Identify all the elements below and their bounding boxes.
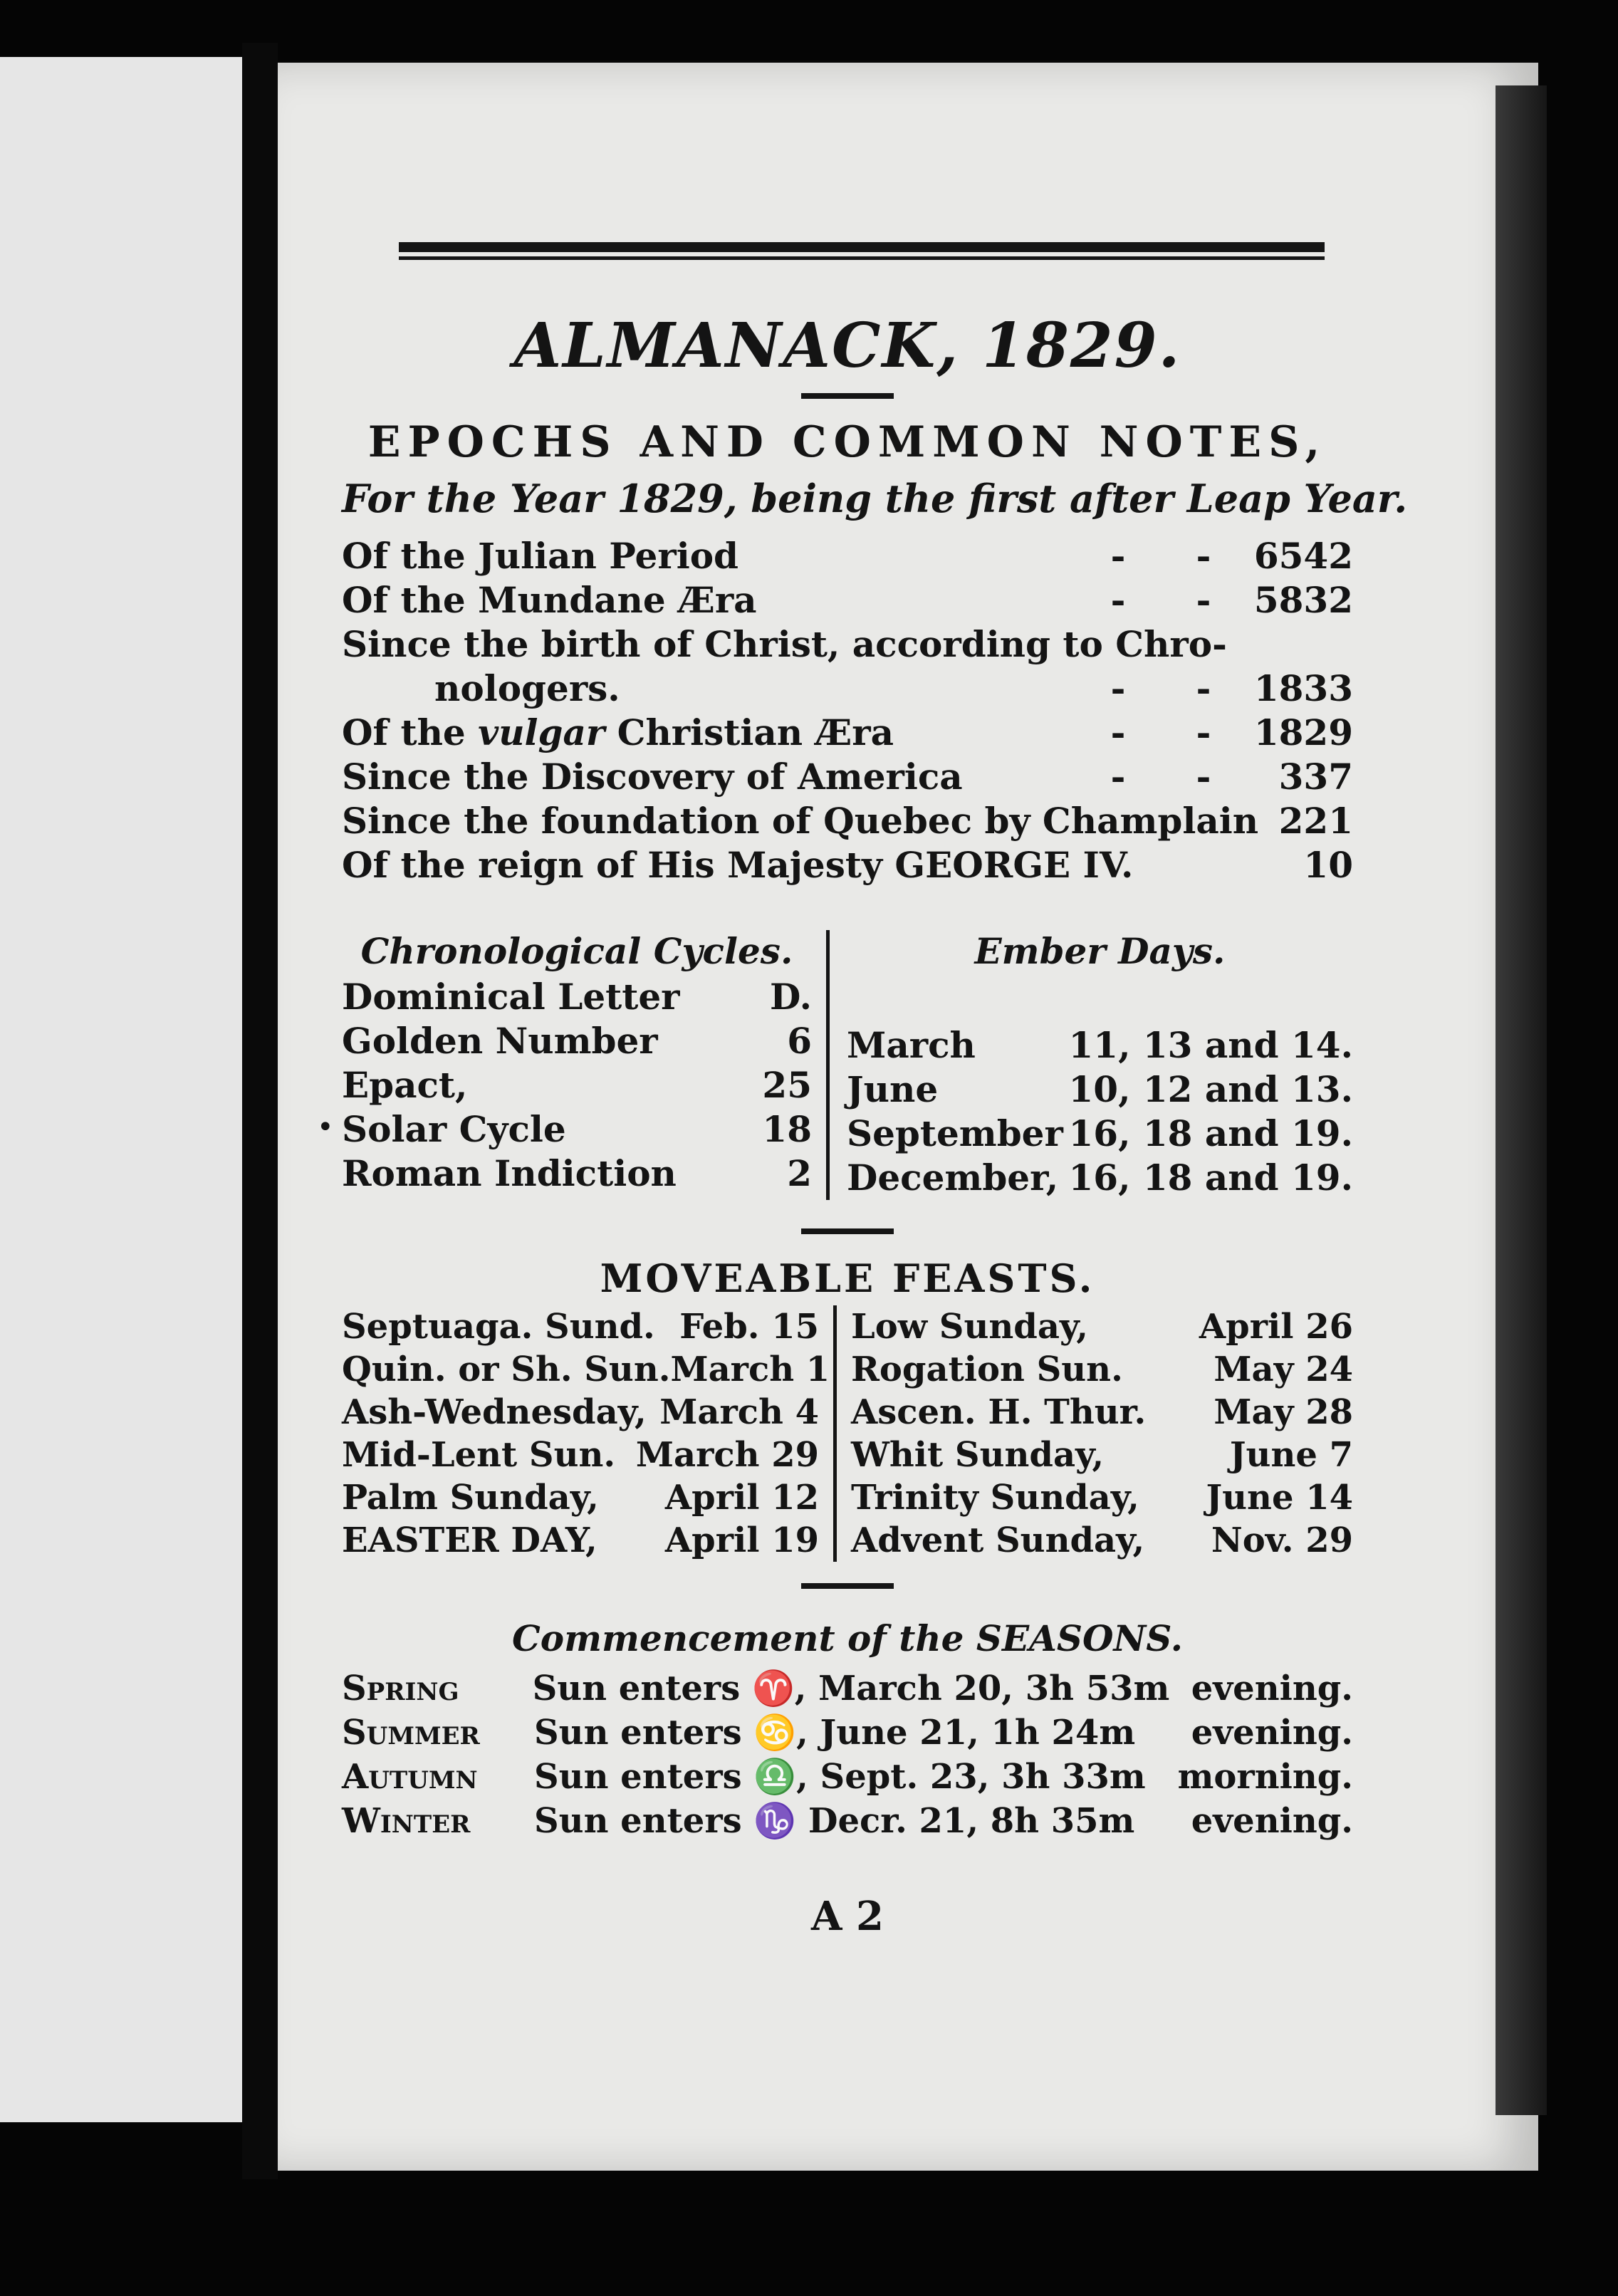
epoch-row: Of the reign of His Majesty GEORGE IV. 10	[342, 844, 1353, 886]
section-rule	[801, 1583, 894, 1589]
cycle-row: Dominical Letter D.	[342, 976, 812, 1018]
moveable-feasts-title: MOVEABLE FEASTS.	[600, 1256, 1095, 1301]
epoch-row: Of the vulgar Christian Æra - - 1829	[342, 711, 1353, 753]
cycles-and-ember-section	[342, 930, 1353, 1200]
cycle-row: Roman Indiction 2	[342, 1152, 812, 1194]
top-rule-thick	[399, 242, 1325, 252]
feast-row: Palm Sunday, April 12	[342, 1478, 819, 1518]
cycles-title: Chronological Cycles.	[360, 930, 793, 972]
signature-mark: A 2	[811, 1893, 884, 1940]
epoch-row: Since the foundation of Quebec by Champlain 221	[342, 800, 1353, 842]
epochs-list	[342, 534, 1353, 887]
feast-row: Trinity Sunday, June 14	[851, 1478, 1353, 1518]
moveable-feasts-right	[837, 1305, 1353, 1562]
title-rule	[801, 393, 894, 399]
margin-mark: •	[317, 1111, 334, 1144]
ember-row: March 11, 13 and 14.	[847, 1024, 1353, 1066]
ember-row: June 10, 12 and 13.	[847, 1068, 1353, 1110]
top-rule-thin	[399, 256, 1325, 260]
season-row: Spring Sun enters ♈, March 20, 3h 53m evening.	[342, 1669, 1353, 1708]
epoch-row: nologers. - - 1833	[434, 667, 1353, 709]
feast-row: Rogation Sun. May 24	[851, 1350, 1353, 1389]
book-gutter	[242, 43, 278, 2179]
season-row: Summer Sun enters ♋, June 21, 1h 24m evening.	[342, 1713, 1353, 1753]
section-heading: EPOCHS AND COMMON NOTES,	[367, 417, 1327, 467]
section-subheading: For the Year 1829, being the first after Leap Year.	[342, 476, 1408, 521]
feast-row: Mid-Lent Sun. March 29	[342, 1435, 819, 1475]
epoch-row: Since the Discovery of America - - 337	[342, 756, 1353, 798]
chronological-cycles	[342, 930, 830, 1200]
feast-row: Low Sunday, April 26	[851, 1307, 1353, 1347]
facing-page	[0, 57, 242, 2122]
document-body	[342, 242, 1408, 1940]
feast-row: Ash-Wednesday, March 4	[342, 1392, 819, 1432]
feast-row: Quin. or Sh. Sun. March 1	[342, 1350, 830, 1389]
cycle-row: Epact, 25	[342, 1064, 812, 1106]
seasons-title: Commencement of the SEASONS.	[512, 1617, 1183, 1659]
feast-row: Septuaga. Sund. Feb. 15	[342, 1307, 819, 1347]
page-edge	[1496, 85, 1547, 2115]
cycle-row: Golden Number 6	[342, 1020, 812, 1062]
ember-days	[830, 930, 1353, 1200]
ember-row: September 16, 18 and 19.	[847, 1112, 1353, 1154]
epoch-row: Since the birth of Christ, according to Chro-	[342, 623, 1227, 665]
feast-row: Advent Sunday, Nov. 29	[851, 1520, 1353, 1560]
ember-row: December, 16, 18 and 19.	[847, 1157, 1353, 1199]
epoch-row: Of the Mundane Æra - - 5832	[342, 579, 1353, 621]
moveable-feasts	[342, 1305, 1353, 1562]
epoch-row: Of the Julian Period - - 6542	[342, 535, 1353, 577]
feast-row: Ascen. H. Thur. May 28	[851, 1392, 1353, 1432]
page-title: ALMANACK, 1829.	[513, 310, 1181, 382]
feast-row: Whit Sunday, June 7	[851, 1435, 1353, 1475]
season-row: Winter Sun enters ♑ Decr. 21, 8h 35m evening.	[342, 1801, 1353, 1841]
section-rule	[801, 1228, 894, 1234]
feast-row: EASTER DAY, April 19	[342, 1520, 819, 1560]
cycle-row: Solar Cycle 18	[342, 1108, 812, 1150]
moveable-feasts-left	[342, 1305, 837, 1562]
ember-title: Ember Days.	[974, 930, 1226, 972]
season-row: Autumn Sun enters ♎, Sept. 23, 3h 33m morning.	[342, 1757, 1353, 1797]
